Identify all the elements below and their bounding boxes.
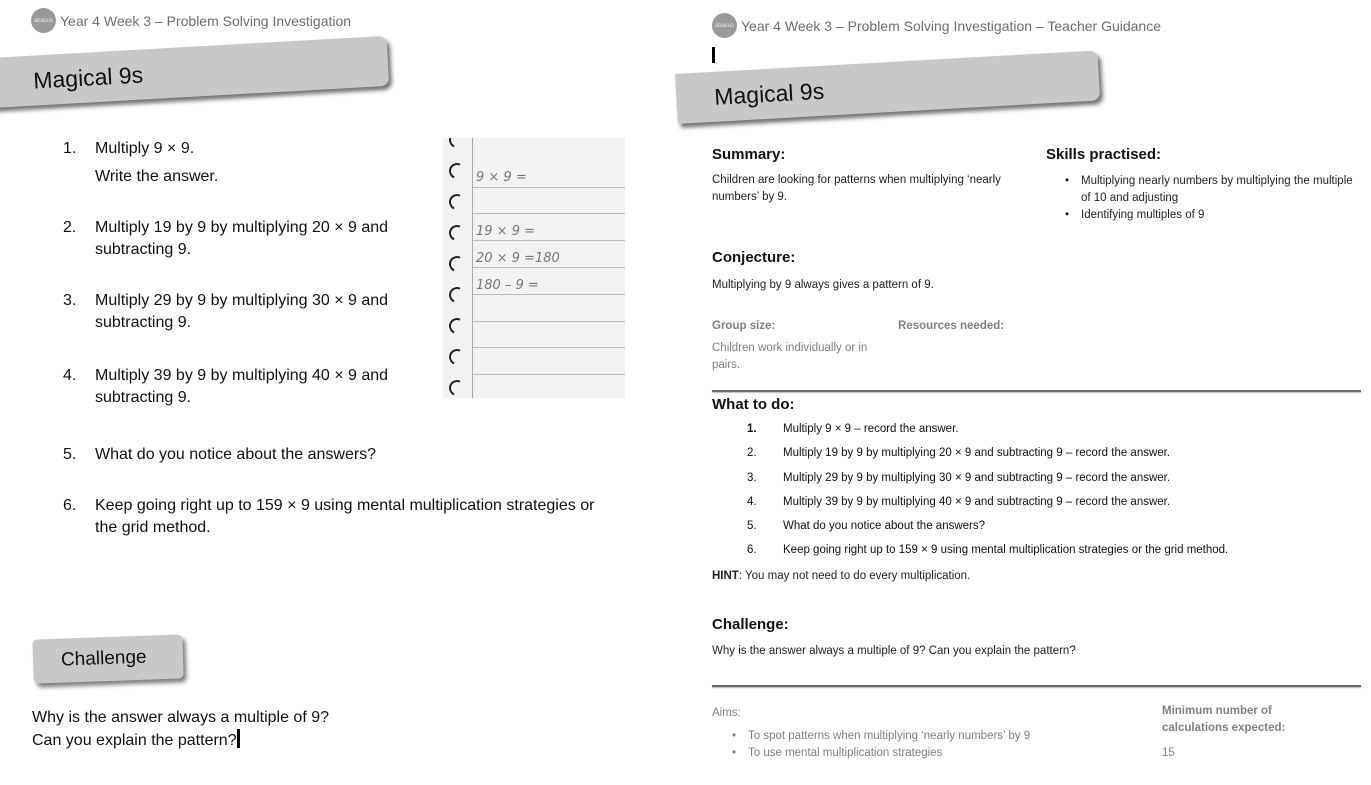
question-text: Multiply 9 × 9.	[95, 140, 195, 157]
handwritten-line: 9 × 9 =	[476, 170, 527, 185]
text-cursor	[712, 47, 715, 63]
question-text: Multiply 19 by 9 by multiplying 20 × 9 and subtracting 9.	[95, 219, 389, 258]
question-number: 4.	[63, 367, 77, 384]
hint-text	[712, 568, 970, 585]
divider	[712, 685, 1361, 687]
step-number: 2.	[747, 447, 757, 459]
notebook-image	[443, 138, 625, 398]
ring-icon	[447, 254, 468, 275]
challenge-title: Challenge	[60, 646, 147, 671]
min-calculations-label: Minimum number of calculations expected:	[1162, 705, 1286, 734]
step-item	[747, 544, 1228, 556]
skills-heading: Skills practised:	[1046, 146, 1162, 163]
notebook-line	[473, 294, 625, 295]
step-item	[747, 447, 1170, 459]
summary-text: Children are looking for patterns when multiplying ‘nearly numbers’ by 9.	[712, 174, 1001, 203]
page-header	[31, 8, 351, 33]
question-text: Multiply 29 by 9 by multiplying 30 × 9 and subtracting 9.	[95, 292, 389, 331]
handwritten-line: 180 – 9 =	[476, 278, 539, 293]
ring-icon	[447, 192, 468, 213]
page-header	[712, 13, 1161, 38]
question-number: 5.	[63, 446, 77, 463]
step-item	[747, 472, 1170, 484]
question-item	[63, 495, 643, 539]
question-text: Keep going right up to 159 × 9 using mental multiplication strategies or the grid method.	[95, 497, 595, 536]
skill-item: • Multiplying nearly numbers by multiplying the multiple of 10 and adjusting	[1063, 173, 1353, 207]
title-banner	[675, 50, 1100, 124]
question-number: 6.	[63, 497, 77, 514]
question-subtext: Write the answer.	[95, 168, 219, 185]
what-to-do-heading: What to do:	[712, 396, 795, 413]
notebook-line	[473, 240, 625, 241]
teacher-guidance-page	[685, 0, 1371, 785]
group-size-label: Group size:	[712, 320, 776, 332]
page-title: Magical 9s	[713, 77, 825, 110]
ring-icon	[447, 347, 468, 368]
skill-item: • Identifying multiples of 9	[1063, 207, 1353, 224]
hint-label: HINT	[712, 570, 739, 582]
aim-item: • To use mental multiplication strategies	[730, 745, 1130, 762]
notebook-margin	[472, 138, 473, 398]
challenge-line: Can you explain the pattern?	[32, 732, 237, 749]
challenge-text[interactable]	[32, 706, 329, 752]
step-text: Multiply 9 × 9 – record the answer.	[783, 423, 959, 435]
question-number: 2.	[63, 219, 77, 236]
notebook-line	[473, 267, 625, 268]
handwritten-line: 19 × 9 =	[476, 224, 535, 239]
conjecture-heading: Conjecture:	[712, 249, 796, 266]
question-item	[63, 365, 388, 409]
question-item	[63, 444, 376, 466]
step-text: Multiply 39 by 9 by multiplying 40 × 9 and subtracting 9 – record the answer.	[783, 496, 1171, 508]
abacus-logo-icon: abacus	[31, 8, 56, 33]
resources-label: Resources needed:	[898, 320, 1005, 332]
title-banner	[0, 36, 389, 108]
ring-icon	[447, 161, 468, 182]
handwritten-line: 20 × 9 =180	[476, 251, 560, 266]
ring-icon	[447, 316, 468, 337]
aims-list	[730, 728, 1130, 762]
step-text: Keep going right up to 159 × 9 using mental multiplication strategies or the grid method.	[783, 544, 1229, 556]
header-text: Year 4 Week 3 – Problem Solving Investigation – Teacher Guidance	[741, 17, 1161, 34]
divider	[712, 390, 1361, 392]
question-item	[63, 217, 388, 261]
student-sheet-page	[0, 0, 665, 785]
step-number: 4.	[747, 496, 757, 508]
question-item	[63, 138, 218, 188]
min-calculations-value: 15	[1162, 747, 1175, 759]
ring-icon	[447, 223, 468, 244]
challenge-banner	[32, 634, 183, 683]
notebook-line	[473, 187, 625, 188]
header-text: Year 4 Week 3 – Problem Solving Investigation	[60, 12, 352, 29]
group-size-text: Children work individually or in pairs.	[712, 342, 868, 371]
aim-item: • To spot patterns when multiplying ‘nearly numbers’ by 9	[730, 728, 1130, 745]
question-number: 3.	[63, 292, 77, 309]
question-number: 1.	[63, 140, 77, 157]
step-number: 1.	[747, 423, 757, 435]
notebook-line	[473, 347, 625, 348]
step-item	[747, 496, 1170, 508]
summary-heading: Summary:	[712, 146, 786, 163]
step-item	[747, 520, 985, 532]
abacus-logo-icon: abacus	[712, 13, 737, 38]
step-number: 3.	[747, 472, 757, 484]
page-title: Magical 9s	[32, 61, 144, 94]
hint-body: : You may not need to do every multiplication.	[738, 570, 971, 582]
step-text: Multiply 29 by 9 by multiplying 30 × 9 and subtracting 9 – record the answer.	[783, 472, 1171, 484]
notebook-line	[473, 374, 625, 375]
notebook-line	[473, 213, 625, 214]
step-text: Multiply 19 by 9 by multiplying 20 × 9 and subtracting 9 – record the answer.	[783, 447, 1171, 459]
aims-label: Aims:	[712, 707, 741, 719]
step-number: 6.	[747, 544, 757, 556]
step-number: 5.	[747, 520, 757, 532]
question-text: What do you notice about the answers?	[95, 446, 377, 463]
ring-icon	[447, 138, 468, 150]
step-text: What do you notice about the answers?	[783, 520, 986, 532]
challenge-line: Why is the answer always a multiple of 9?	[32, 709, 330, 726]
notebook-line	[473, 321, 625, 322]
ring-icon	[447, 378, 468, 398]
ring-icon	[447, 285, 468, 306]
question-text: Multiply 39 by 9 by multiplying 40 × 9 and subtracting 9.	[95, 367, 389, 406]
challenge-text: Why is the answer always a multiple of 9? Can you explain the pattern?	[712, 645, 1076, 657]
skills-list	[1063, 173, 1353, 224]
conjecture-text: Multiplying by 9 always gives a pattern of 9.	[712, 279, 934, 291]
text-cursor	[237, 729, 240, 748]
challenge-heading: Challenge:	[712, 616, 789, 633]
step-item	[747, 423, 958, 435]
question-item	[63, 290, 388, 334]
